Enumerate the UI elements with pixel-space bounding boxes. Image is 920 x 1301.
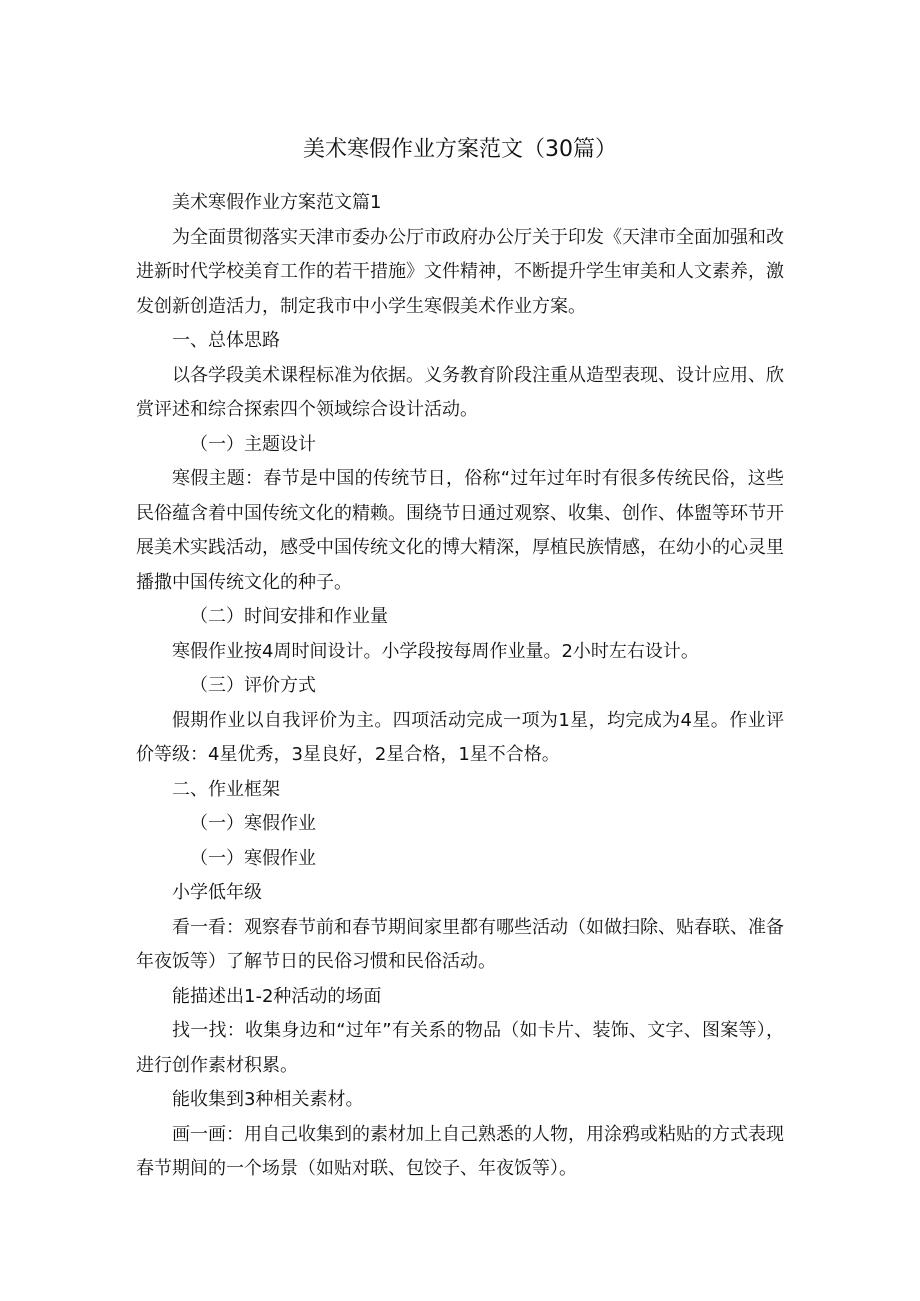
paragraph-describe: 能描述出1-2种活动的场面 (172, 985, 382, 1007)
paragraph-collect: 能收集到3种相关素材。 (172, 1089, 364, 1110)
paragraph-find: 找一找：收集身边和“过年”有关系的物品（如卡片、装饰、文字、图案等），进行创作素材积累。 (136, 1020, 784, 1076)
subheading-winter-homework-2: （一）寒假作业 (190, 847, 316, 869)
subheading-theme-design: （一）主题设计 (190, 433, 316, 455)
paragraph-curriculum-basis: 以各学段美术课程标准为依据。义务教育阶段注重从造型表现、设计应用、欣赏评述和综合探索四个领域综合设计活动。 (136, 364, 784, 420)
subheading-winter-homework-1: （一）寒假作业 (190, 813, 316, 834)
paragraph-heading-article-1: 美术寒假作业方案范文篇1 (172, 192, 382, 213)
paragraph-schedule: 寒假作业按4周时间设计。小学段按每周作业量。2小时左右设计。 (172, 640, 699, 662)
section-heading-overall-approach: 一、总体思路 (172, 330, 280, 351)
subheading-evaluation-method: （三）评价方式 (190, 675, 316, 696)
paragraph-intro: 为全面贯彻落实天津市委办公厅市政府办公厅关于印发《天津市全面加强和改进新时代学校美育工作的若干措施》文件精神，不断提升学生审美和人文素养，激发创新创造活力，制定我市中小学生寒假美术作业方案。 (136, 226, 784, 317)
paragraph-evaluation: 假期作业以自我评价为主。四项活动完成一项为1星，均完成为4星。作业评价等级：4星优秀，3星良好，2星合格，1星不合格。 (136, 709, 784, 765)
subheading-schedule-workload: （二）时间安排和作业量 (190, 606, 388, 627)
section-heading-homework-framework: 二、作业框架 (172, 778, 280, 800)
paragraph-winter-theme: 寒假主题：春节是中国的传统节日，俗称“过年过年时有很多传统民俗，这些民俗蕴含着中国传统文化的精赖。围绕节日通过观察、收集、创作、体盥等环节开展美术实践活动，感受中国传统文化的博大精深，厚植民族情感，在幼小的心灵里播撒中国传统文化的种子。 (136, 468, 784, 593)
paragraph-lower-grades: 小学低年级 (172, 882, 262, 903)
paragraph-draw: 画一画：用自己收集到的素材加上自己熟悉的人物，用涂鸦或粘贴的方式表现春节期间的一个场景（如贴对联、包饺子、年夜饭等）。 (136, 1123, 784, 1179)
paragraph-look: 看一看：观察春节前和春节期间家里都有哪些活动（如做扫除、贴春联、准备年夜饭等）了解节日的民俗习惯和民俗活动。 (136, 916, 784, 972)
document-body (136, 186, 784, 1187)
document-title: 美术寒假作业方案范文（30篇） (303, 136, 617, 162)
